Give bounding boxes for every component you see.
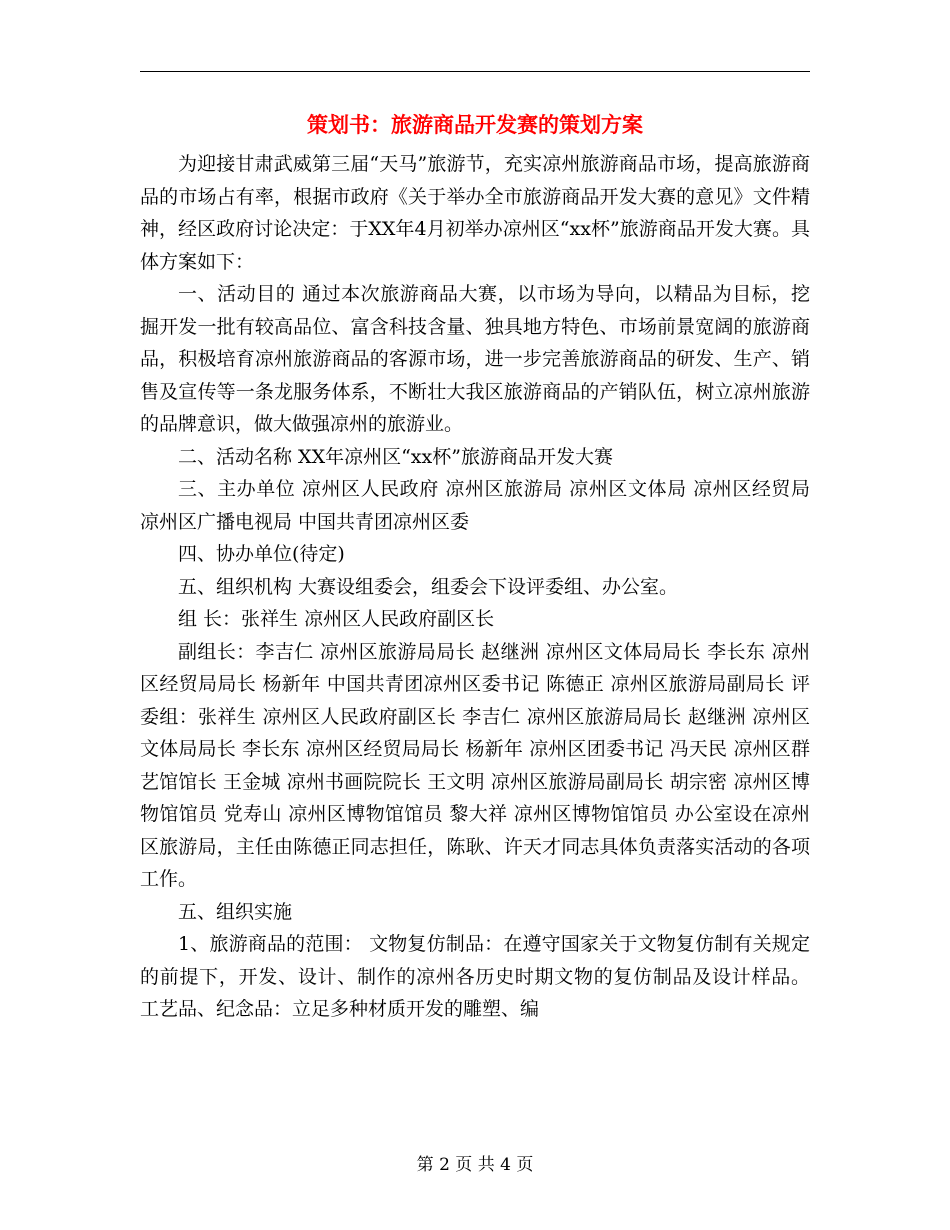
document-title: 策划书：旅游商品开发赛的策划方案	[307, 112, 643, 137]
paragraph-group-leader: 组 长：张祥生 凉州区人民政府副区长	[178, 608, 495, 630]
paragraph-co-organizers: 四、协办单位(待定)	[178, 543, 345, 565]
paragraph-intro: 为迎接甘肃武威第三届“天马”旅游节，充实凉州旅游商品市场，提高旅游商品的市场占有率，根据市政府《关于举办全市旅游商品开发大赛的意见》文件精神，经区政府讨论决定：于XX年4月初举办凉州区“xx杯”旅游商品开发大赛。具体方案如下：	[140, 153, 810, 273]
paragraph-implementation: 五、组织实施	[178, 900, 293, 923]
document-body	[140, 148, 810, 1026]
header-rule	[140, 71, 810, 72]
page-footer: 第 2 页 共 4 页	[416, 1155, 534, 1175]
paragraph-organization: 五、组织机构 大赛设组委会，组委会下设评委组、办公室。	[178, 575, 679, 598]
paragraph-event-name: 二、活动名称 XX年凉州区“xx杯”旅游商品开发大赛	[178, 445, 613, 468]
paragraph-product-scope: 1、旅游商品的范围： 文物复仿制品：在遵守国家关于文物复仿制有关规定的前提下，开发、设计、制作的凉州各历史时期文物的复仿制品及设计样品。 工艺品、纪念品：立足多种材质开发的雕塑、编	[140, 933, 810, 1020]
paragraph-deputy-leaders: 副组长：李吉仁 凉州区旅游局局长 赵继洲 凉州区文体局局长 李长东 凉州区经贸局局长 杨新年 中国共青团凉州区委书记 陈德正 凉州区旅游局副局长 评委组：张祥生 凉州区人民政府副区长 李吉仁 凉州区旅游局局长 赵继洲 凉州区文体局局长 李长东 凉州区经贸局局长 杨新年 凉州区团委书记 冯天民 凉州区群艺馆馆长 王金城 凉州书画院院长 王文明 凉州区旅游局副局长 胡宗密 凉州区博物馆馆员 党寿山 凉州区博物馆馆员 黎大祥 凉州区博物馆馆员 办公室设在凉州区旅游局，主任由陈德正同志担任，陈耿、许天才同志具体负责落实活动的各项工作。	[140, 640, 810, 890]
paragraph-purpose: 一、活动目的 通过本次旅游商品大赛，以市场为导向，以精品为目标，挖掘开发一批有较高品位、富含科技含量、独具地方特色、市场前景宽阔的旅游商品，积极培育凉州旅游商品的客源市场，进一步完善旅游商品的研发、生产、销售及宣传等一条龙服务体系，不断壮大我区旅游商品的产销队伍，树立凉州旅游的品牌意识，做大做强凉州的旅游业。	[140, 283, 810, 435]
paragraph-organizers: 三、主办单位 凉州区人民政府 凉州区旅游局 凉州区文体局 凉州区经贸局 凉州区广播电视局 中国共青团凉州区委	[140, 478, 810, 533]
